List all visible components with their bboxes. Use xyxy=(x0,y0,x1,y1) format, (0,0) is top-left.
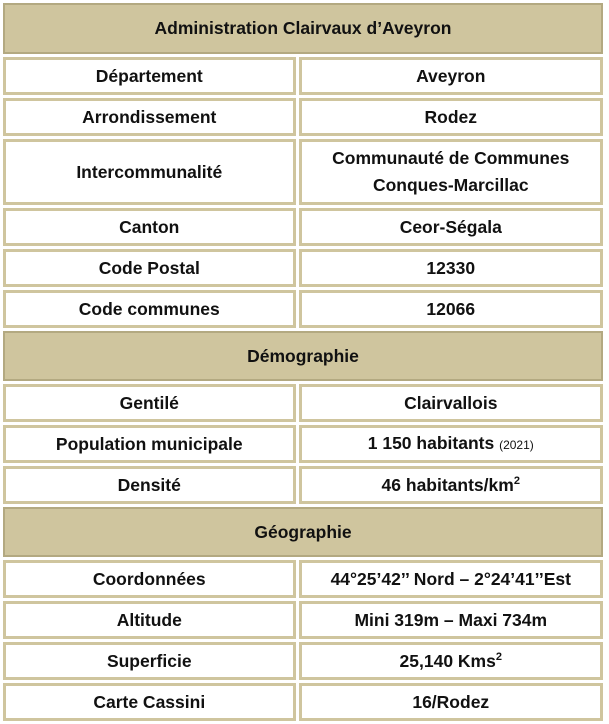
superficie-label: Superficie xyxy=(3,642,296,680)
gentile-label: Gentilé xyxy=(3,384,296,422)
coordonnees-label: Coordonnées xyxy=(3,560,296,598)
table-row xyxy=(3,290,603,328)
population-year: (2021) xyxy=(499,437,534,452)
densite-label: Densité xyxy=(3,466,296,504)
coordonnees-value: 44°25’42’’ Nord – 2°24’41’’Est xyxy=(299,560,603,598)
table-row xyxy=(3,560,603,598)
densite-superscript: 2 xyxy=(513,474,520,487)
departement-label: Département xyxy=(3,57,296,95)
intercommunalite-value-line2: Conques-Marcillac xyxy=(372,175,529,195)
table-row xyxy=(3,57,603,95)
population-value xyxy=(299,425,603,463)
table-title: Administration Clairvaux d’Aveyron xyxy=(3,3,603,54)
table-row xyxy=(3,249,603,287)
altitude-value: Mini 319m – Maxi 734m xyxy=(299,601,603,639)
table-row xyxy=(3,139,603,205)
arrondissement-value: Rodez xyxy=(299,98,603,136)
geographie-heading: Géographie xyxy=(3,507,603,557)
arrondissement-label: Arrondissement xyxy=(3,98,296,136)
densite-value xyxy=(299,466,603,504)
superficie-value xyxy=(299,642,603,680)
gentile-value: Clairvallois xyxy=(299,384,603,422)
table-row xyxy=(3,384,603,422)
table-row xyxy=(3,601,603,639)
demographie-heading: Démographie xyxy=(3,331,603,381)
code-communes-label: Code communes xyxy=(3,290,296,328)
table-row xyxy=(3,425,603,463)
population-label: Population municipale xyxy=(3,425,296,463)
table-row xyxy=(3,98,603,136)
table-row xyxy=(3,208,603,246)
code-postal-value: 12330 xyxy=(299,249,603,287)
code-postal-label: Code Postal xyxy=(3,249,296,287)
departement-value: Aveyron xyxy=(299,57,603,95)
section-header-row xyxy=(3,507,603,557)
intercommunalite-value xyxy=(299,139,603,205)
carte-cassini-value: 16/Rodez xyxy=(299,683,603,721)
table-row xyxy=(3,683,603,721)
title-row xyxy=(3,3,603,54)
population-value-text: 1 150 habitants xyxy=(367,432,495,453)
densite-value-text: 46 habitants/km xyxy=(381,474,514,495)
intercommunalite-value-line1: Communauté de Communes xyxy=(332,148,570,168)
canton-value: Ceor-Ségala xyxy=(299,208,603,246)
carte-cassini-label: Carte Cassini xyxy=(3,683,296,721)
table-row xyxy=(3,642,603,680)
table-row xyxy=(3,466,603,504)
superficie-value-text: 25,140 Kms xyxy=(399,650,496,671)
code-communes-value: 12066 xyxy=(299,290,603,328)
intercommunalite-label: Intercommunalité xyxy=(3,139,296,205)
superficie-superscript: 2 xyxy=(495,650,502,663)
canton-label: Canton xyxy=(3,208,296,246)
altitude-label: Altitude xyxy=(3,601,296,639)
section-header-row xyxy=(3,331,603,381)
